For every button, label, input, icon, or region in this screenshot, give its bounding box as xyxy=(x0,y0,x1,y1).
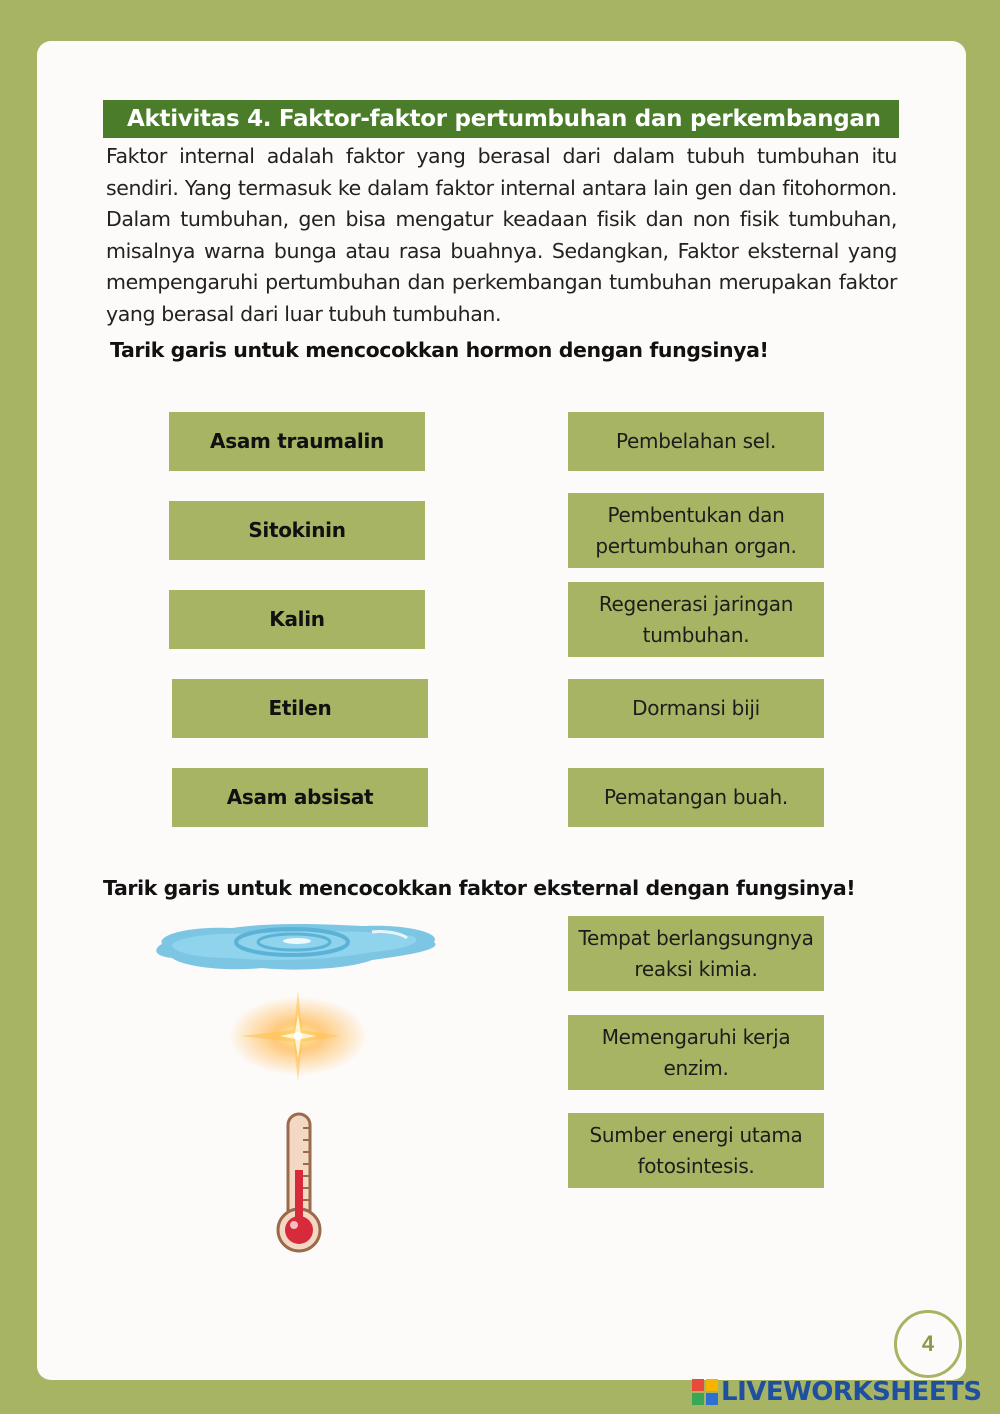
activity-header: Aktivitas 4. Faktor-faktor pertumbuhan dan perkembangan xyxy=(103,100,899,138)
hormone-box-sitokinin[interactable]: Sitokinin xyxy=(169,501,425,560)
instruction-external-factors: Tarik garis untuk mencocokkan faktor eksternal dengan fungsinya! xyxy=(103,876,856,900)
hormone-box-kalin[interactable]: Kalin xyxy=(169,590,425,649)
liveworksheets-logo-icon xyxy=(692,1379,718,1405)
hormone-box-asam-traumalin[interactable]: Asam traumalin xyxy=(169,412,425,471)
function-box-pembelahan-sel[interactable]: Pembelahan sel. xyxy=(568,412,824,471)
function-box-regenerasi-jaringan[interactable]: Regenerasi jaringan tumbuhan. xyxy=(568,582,824,657)
function-box-pembentukan-organ[interactable]: Pembentukan dan pertumbuhan organ. xyxy=(568,493,824,568)
function-box-reaksi-kimia[interactable]: Tempat berlangsungnya reaksi kimia. xyxy=(568,916,824,991)
liveworksheets-watermark xyxy=(692,1377,982,1407)
function-box-dormansi-biji[interactable]: Dormansi biji xyxy=(568,679,824,738)
instruction-hormones: Tarik garis untuk mencocokkan hormon dengan fungsinya! xyxy=(110,338,769,362)
page-number: 4 xyxy=(894,1310,962,1378)
sunlight-icon[interactable] xyxy=(220,980,380,1090)
hormone-box-asam-absisat[interactable]: Asam absisat xyxy=(172,768,428,827)
watermark-text: LIVEWORKSHEETS xyxy=(721,1377,982,1407)
hormone-box-etilen[interactable]: Etilen xyxy=(172,679,428,738)
function-box-fotosintesis[interactable]: Sumber energi utama fotosintesis. xyxy=(568,1113,824,1188)
function-box-kerja-enzim[interactable]: Memengaruhi kerja enzim. xyxy=(568,1015,824,1090)
thermometer-icon[interactable] xyxy=(276,1112,324,1256)
water-puddle-icon[interactable] xyxy=(152,916,442,976)
function-box-pematangan-buah[interactable]: Pematangan buah. xyxy=(568,768,824,827)
intro-paragraph: Faktor internal adalah faktor yang berasal dari dalam tubuh tumbuhan itu sendiri. Yang termasuk ke dalam faktor internal antara lain gen dan fitohormon. Dalam tumbuhan, gen bisa mengatur keadaan fisik dan non fisik tumbuhan, misalnya warna bunga atau rasa buahnya. Sedangkan, Faktor eksternal yang mempengaruhi pertumbuhan dan perkembangan tumbuhan merupakan faktor yang berasal dari luar tubuh tumbuhan. xyxy=(106,144,897,326)
